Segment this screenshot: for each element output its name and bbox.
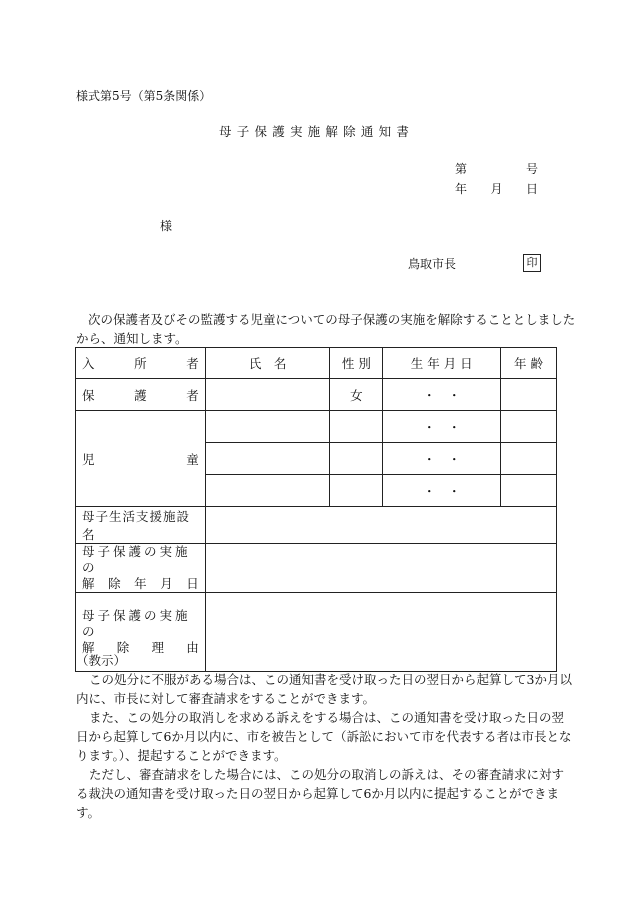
child-gender-cell[interactable] — [330, 475, 383, 507]
guardian-age-cell[interactable] — [501, 379, 557, 411]
issue-date — [455, 180, 538, 197]
label-char: 解 — [82, 640, 95, 655]
guardian-label — [76, 379, 206, 411]
title-char: 知 — [378, 124, 392, 139]
notification-table — [75, 347, 557, 672]
label-line: 母子保護の実施の — [82, 608, 191, 639]
label-char: 入 — [82, 356, 95, 371]
notice-paragraph-3-line-2: る裁決の通知書を受け取った日の翌日から起算して6か月以内に提起することができま — [76, 786, 559, 801]
label-char: 除 — [108, 576, 121, 591]
title-char: 通 — [360, 124, 374, 139]
document-number — [455, 160, 538, 177]
child-age-cell[interactable] — [501, 443, 557, 475]
label-char: 日 — [186, 576, 199, 591]
label-char: 護 — [134, 387, 147, 403]
notice-paragraph-3-line-1: ただし、審査請求をした場合には、この処分の取消しの訴えは、その審査請求に対す — [89, 767, 565, 782]
label-line: 母子保護の実施の — [82, 544, 191, 575]
child-gender-cell[interactable] — [330, 443, 383, 475]
child-row — [76, 411, 557, 443]
date-day: 日 — [525, 182, 538, 196]
facility-row — [76, 507, 557, 544]
entrant-label — [76, 348, 206, 379]
title-char: 護 — [272, 124, 285, 139]
child-name-cell[interactable] — [205, 443, 330, 475]
title-char: 解 — [325, 124, 338, 139]
number-prefix: 第 — [455, 162, 468, 176]
facility-label: 母子生活支援施設名 — [76, 507, 206, 544]
release-date-value-cell[interactable] — [205, 544, 556, 593]
child-dob-cell[interactable]: ・ ・ — [383, 475, 501, 507]
facility-value-cell[interactable] — [205, 507, 556, 544]
child-dob-cell[interactable]: ・ ・ — [383, 443, 501, 475]
label-char: 者 — [186, 356, 199, 371]
release-date-row — [76, 544, 557, 593]
label-char: 所 — [134, 356, 147, 371]
child-age-cell[interactable] — [501, 475, 557, 507]
seal-mark: 印 — [523, 254, 541, 272]
date-year: 年 — [455, 182, 468, 196]
child-dob-cell[interactable]: ・ ・ — [383, 411, 501, 443]
child-name-cell[interactable] — [205, 475, 330, 507]
table-header-row — [76, 348, 557, 379]
label-char: 解 — [82, 576, 95, 591]
release-date-label — [76, 544, 206, 593]
col-age-header: 年 齢 — [501, 348, 557, 379]
notice-paragraph-1-line-1: この処分に不服がある場合は、この通知書を受け取った日の翌日から起算して3か月以 — [89, 672, 572, 687]
date-month: 月 — [490, 182, 503, 196]
title-char: 母 — [219, 124, 232, 139]
intro-line-2: から、通知します。 — [76, 331, 188, 346]
child-name-cell[interactable] — [205, 411, 330, 443]
title-char: 除 — [343, 124, 356, 139]
notice-paragraph-2-line-1: また、この処分の取消しを求める訴えをする場合は、この通知書を受け取った日の翌 — [89, 710, 565, 725]
label-char: 除 — [116, 640, 130, 655]
guardian-dob-cell[interactable]: ・ ・ — [383, 379, 501, 411]
label-char: 児 — [82, 451, 95, 467]
guardian-gender-cell: 女 — [330, 379, 383, 411]
issuer-name: 鳥取市長 — [408, 257, 457, 271]
label-char: 年 — [134, 576, 147, 591]
label-char: 童 — [186, 451, 199, 467]
title-char: 保 — [254, 124, 267, 139]
notice-paragraph-2-line-2: 日から起算して6か月以内に、市を被告として（訴訟において市を代表する者は市長とな — [76, 729, 572, 744]
form-number: 様式第5号（第5条関係） — [76, 89, 212, 103]
notice-heading: （教示） — [76, 653, 127, 668]
title-char: 実 — [289, 124, 303, 139]
intro-line-1: 次の保護者及びその監護する児童についての母子保護の実施を解除することとしました — [88, 312, 576, 327]
label-char: 保 — [82, 387, 95, 403]
document-title — [219, 122, 409, 140]
child-gender-cell[interactable] — [330, 411, 383, 443]
label-char: 理 — [151, 640, 165, 655]
notice-paragraph-2-line-3: ります。）、提起することができます。 — [76, 748, 287, 763]
title-char: 子 — [236, 124, 250, 139]
child-age-cell[interactable] — [501, 411, 557, 443]
number-suffix: 号 — [525, 162, 538, 176]
guardian-row — [76, 379, 557, 411]
label-char: 者 — [186, 387, 199, 403]
appeal-notice — [76, 651, 572, 822]
notice-paragraph-3-line-3: す。 — [76, 805, 101, 820]
col-name-header: 氏 名 — [205, 348, 330, 379]
label-char: 由 — [186, 640, 199, 655]
label-char: 月 — [160, 576, 173, 591]
child-label — [76, 411, 206, 507]
col-dob-header: 生 年 月 日 — [383, 348, 501, 379]
col-gender-header: 性 別 — [330, 348, 383, 379]
title-char: 書 — [396, 124, 409, 139]
notice-paragraph-1-line-2: 内に、市長に対して審査請求をすることができます。 — [76, 691, 376, 706]
addressee-suffix: 様 — [160, 219, 173, 233]
guardian-name-cell[interactable] — [205, 379, 330, 411]
title-char: 施 — [307, 124, 321, 139]
